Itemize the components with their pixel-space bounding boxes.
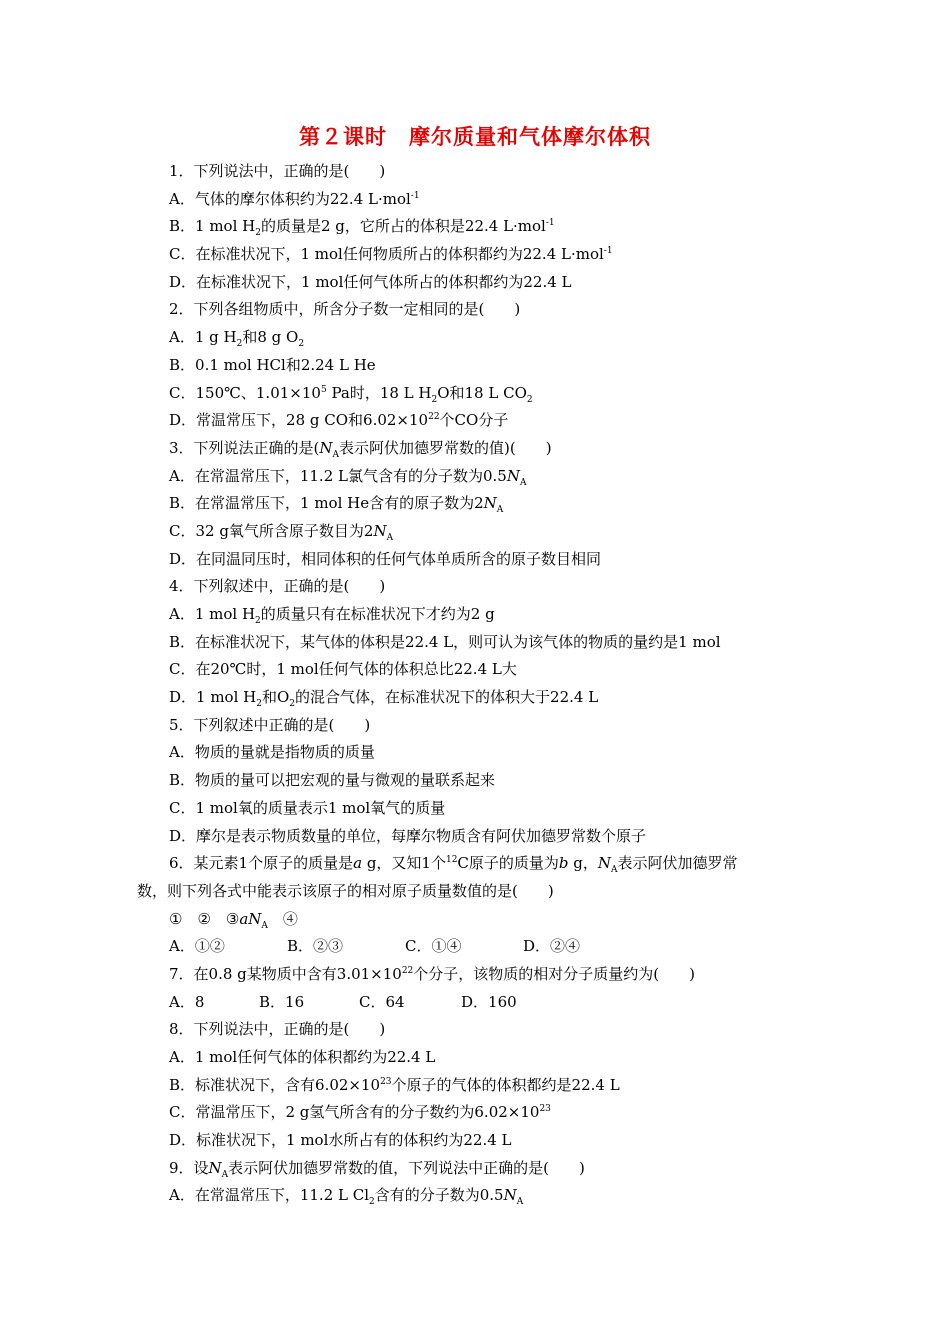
q3-option-c: C．32 g氧气所含原子数目为$2N_A$ [169,521,394,543]
q2-option-d: D．常温常压下，28 g CO和$6.02\times 10^{22}$个CO分子 [169,411,509,430]
q1-option-c: C．在标准状况下，1 mol任何物质所占的体积都约为22.4 L·mol$^{-1}$ [169,245,613,264]
q5-stem: 5．下列叙述中正确的是( ) [169,715,371,734]
q5-option-c: C．1 mol氧的质量表示1 mol氧气的质量 [169,798,446,817]
q2-option-c: C．150℃、$1.01\times 10^5$ Pa时，18 L $H_2O$和18 L $CO_2$ [169,383,533,405]
q6-stem-continued: 数，则下列各式中能表示该原子的相对原子质量数值的是( ) [137,881,554,900]
q4-option-a: A．1 mol $H_2$的质量只有在标准状况下才约为2 g [169,605,495,626]
q6-options [137,933,827,961]
q8-option-a: A．1 mol任何气体的体积都约为22.4 L [169,1048,436,1066]
q5-option-d: D．摩尔是表示物质数量的单位，每摩尔物质含有阿伏加德罗常数个原子 [169,826,647,845]
q9-option-a: A．在常温常压下，11.2 L $Cl_2$含有的分子数为$0.5N_A$ [169,1186,524,1208]
q6-option-d: D．②④ [523,937,581,956]
q8-option-c: C．常温常压下，2 g氢气所含有的分子数约为$6.02\times 10^{23}$ [169,1103,551,1122]
q6-stem: 6．某元素1个原子的质量是a g，又知1个$^{12}$C原子的质量为b g，$N_A$表示阿伏加德罗常 [169,854,738,876]
q9-stem: 9．设$N_A$表示阿伏加德罗常数的值，下列说法中正确的是( ) [169,1158,585,1180]
q7-option-c: C．64 [359,992,405,1011]
q7-stem: 7．在0.8 g某物质中含有$3.01\times 10^{22}$个分子，该物质的相对分子质量约为( ) [169,964,695,983]
q1-option-b: B．1 mol $H_2$的质量是2 g，它所占的体积是22.4 L·mol$^{-1}$ [169,217,555,239]
q6-option-b: B．②③ [287,937,344,956]
q7-options [137,989,827,1017]
q4-stem: 4．下列叙述中，正确的是( ) [169,577,386,596]
q6-option-a: A．①② [169,937,225,956]
q5-option-b: B．物质的量可以把宏观的量与微观的量联系起来 [169,771,496,790]
q4-option-b: B．在标准状况下，某气体的体积是22.4 L，则可认为该气体的物质的量约是1 mol [169,632,721,651]
q4-option-c: C．在20℃时，1 mol任何气体的体积总比22.4 L大 [169,660,517,679]
q1-stem: 1．下列说法中，正确的是( ) [169,162,386,180]
q1-option-a: A．气体的摩尔体积约为22.4 L·mol$^{-1}$ [169,189,420,208]
q7-option-d: D．160 [461,992,517,1011]
q8-stem: 8．下列说法中，正确的是( ) [169,1020,386,1039]
q2-option-a: A．1 g $H_2$和8 g $O_2$ [169,328,305,350]
q3-option-b: B．在常温常压下，1 mol He含有的原子数为$2N_A$ [169,494,504,516]
q8-option-d: D．标准状况下，1 mol水所占有的体积约为22.4 L [169,1131,512,1150]
page-title: 第２课时 摩尔质量和气体摩尔体积 [299,125,651,149]
q6-formulas: ① ② $③aN_A$ ④ [169,909,298,931]
question-list [137,158,827,1210]
q8-option-b: B．标准状况下，含有$6.02\times 10^{23}$个原子的气体的体积都约是22.4 L [169,1075,620,1094]
q3-stem: 3．下列说法正确的是($N_A$表示阿伏加德罗常数的值)( ) [169,438,552,460]
q7-option-a: A．8 [169,992,205,1011]
q1-option-d: D．在标准状况下，1 mol任何气体所占的体积都约为22.4 L [169,272,572,291]
q7-option-b: B．16 [259,992,305,1011]
q4-option-d: D．1 mol $H_2$和$O_2$的混合气体，在标准状况下的体积大于22.4 L [169,688,599,710]
q2-option-b: B．0.1 mol HCl和2.24 L He [169,355,376,374]
q5-option-a: A．物质的量就是指物质的质量 [169,743,375,762]
q6-option-c: C．①④ [405,937,462,956]
q3-option-a: A．在常温常压下，11.2 L氯气含有的分子数为$0.5N_A$ [169,466,527,488]
q3-option-d: D．在同温同压时，相同体积的任何气体单质所含的原子数目相同 [169,549,602,568]
q2-stem: 2．下列各组物质中，所含分子数一定相同的是( ) [169,300,521,319]
